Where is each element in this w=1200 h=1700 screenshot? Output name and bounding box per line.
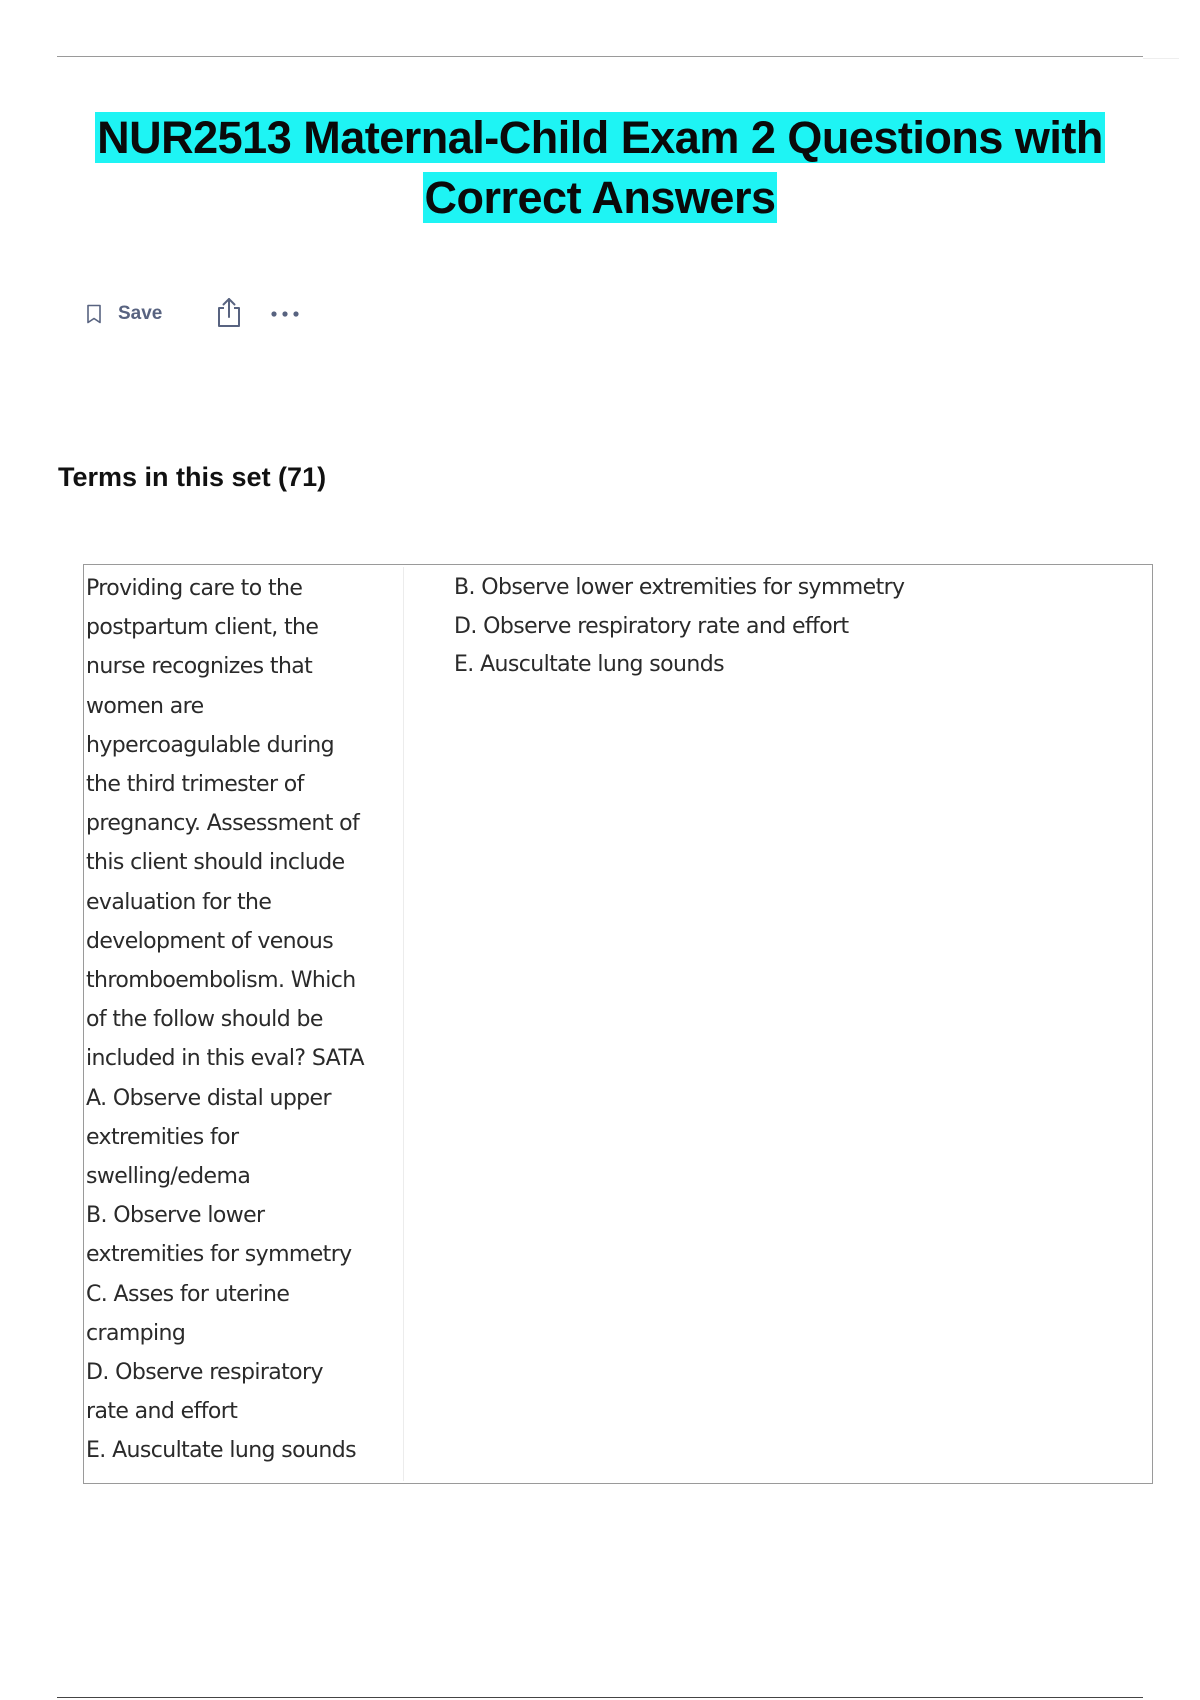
question-line: extremities for symmetry [86, 1242, 352, 1268]
share-button[interactable] [214, 297, 244, 331]
more-button[interactable] [268, 299, 302, 329]
answer-line: B. Observe lower extremities for symmetry [454, 575, 905, 600]
card-column-divider [403, 567, 404, 1481]
page-title [40, 108, 1160, 228]
question-line: extremities for [86, 1124, 239, 1150]
question-line: of the follow should be [86, 1007, 323, 1033]
question-line: evaluation for the [86, 889, 272, 915]
question-line: thromboembolism. Which [86, 968, 356, 994]
question-line: E. Auscultate lung sounds [86, 1438, 356, 1464]
terms-heading: Terms in this set (71) [58, 462, 327, 492]
bottom-divider [57, 1697, 1143, 1698]
question-line: development of venous [86, 928, 334, 954]
question-line: pregnancy. Assessment of [86, 811, 360, 837]
question-line: this client should include [86, 850, 345, 876]
question-line: postpartum client, the [86, 615, 319, 641]
question-line: nurse recognizes that [86, 654, 313, 680]
question-line: D. Observe respiratory [86, 1360, 323, 1386]
more-icon [270, 305, 300, 323]
page-title-line-1: NUR2513 Maternal-Child Exam 2 Questions with [97, 112, 1103, 163]
save-label: Save [118, 303, 163, 324]
toolbar [86, 296, 302, 332]
question-line: included in this eval? SATA [86, 1046, 364, 1072]
question-line: cramping [86, 1320, 186, 1346]
term-answer [454, 569, 1134, 685]
question-line: B. Observe lower [86, 1203, 265, 1229]
question-line: Providing care to the [86, 576, 303, 601]
top-divider-faint [1143, 58, 1179, 59]
page-title-line-2: Correct Answers [424, 172, 776, 223]
bookmark-icon [86, 304, 102, 324]
question-line: A. Observe distal upper [86, 1085, 331, 1111]
answer-line: D. Observe respiratory rate and effort [454, 613, 849, 639]
top-divider [57, 56, 1143, 57]
share-icon [215, 296, 243, 333]
save-button[interactable] [86, 303, 162, 325]
answer-line: E. Auscultate lung sounds [454, 652, 724, 677]
question-line: hypercoagulable during [86, 732, 334, 758]
question-line: swelling/edema [86, 1164, 251, 1190]
question-line: the third trimester of [86, 772, 304, 798]
question-line: women are [86, 693, 204, 719]
question-line: rate and effort [86, 1399, 238, 1425]
term-question [86, 569, 386, 1471]
term-card [83, 564, 1153, 1484]
question-line: C. Asses for uterine [86, 1281, 290, 1307]
